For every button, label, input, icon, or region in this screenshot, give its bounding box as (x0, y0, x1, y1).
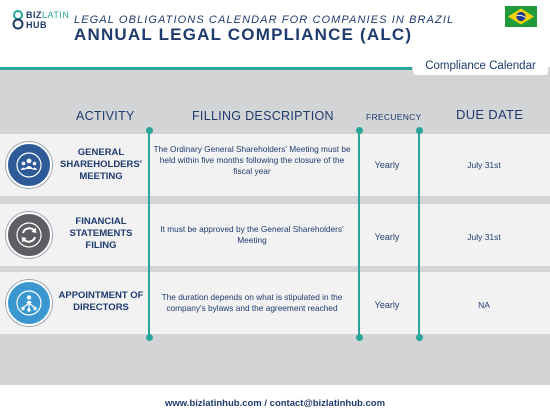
activity-label: FINANCIAL STATEMENTS FILING (69, 216, 133, 251)
footer-contact-link[interactable]: www.bizlatinhub.com / contact@bizlatinhub.com (164, 398, 386, 409)
tab-compliance-calendar: Compliance Calendar (413, 57, 548, 75)
column-header-activity: ACTIVITY (76, 109, 135, 123)
due-date-value: NA (478, 300, 490, 310)
description-text: The duration depends on what is stipulated in the company's bylaws and the agreement reached (161, 292, 343, 314)
divider-dot (356, 334, 363, 341)
shareholders-meeting-icon (6, 142, 52, 188)
page-title: ANNUAL LEGAL COMPLIANCE (ALC) (74, 25, 413, 44)
divider-dot (146, 127, 153, 134)
column-header-description: FILLING DESCRIPTION (192, 109, 334, 123)
directors-network-icon (6, 280, 52, 326)
divider-dot (146, 334, 153, 341)
column-header-frequency: FRECUENCY (366, 112, 422, 122)
table-row (0, 272, 550, 334)
biz-latin-hub-logo (12, 8, 70, 38)
column-divider (148, 131, 150, 337)
brazil-flag-icon (505, 6, 537, 27)
column-header-due-date: DUE DATE (456, 107, 524, 122)
panel-accent-line (0, 67, 412, 70)
logo-mark-icon (12, 8, 26, 32)
frequency-value: Yearly (374, 300, 400, 310)
refresh-cycle-icon (6, 212, 52, 258)
column-divider (358, 131, 360, 337)
divider-dot (416, 334, 423, 341)
divider-dot (356, 127, 363, 134)
logo-wordmark-top: BIZLATIN (26, 10, 70, 20)
frequency-value: Yearly (374, 160, 400, 170)
activity-label: GENERAL SHAREHOLDERS' MEETING (60, 147, 142, 182)
description-text: It must be approved by the General Shareholders' Meeting (160, 224, 344, 246)
description-text: The Ordinary General Shareholders' Meeting must be held within five months following the closure of the fiscal year (153, 144, 351, 177)
due-date-value: July 31st (467, 232, 501, 242)
frequency-value: Yearly (374, 232, 400, 242)
table-row (0, 134, 550, 196)
divider-dot (416, 127, 423, 134)
page-subtitle: LEGAL OBLIGATIONS CALENDAR FOR COMPANIES IN BRAZIL (74, 14, 455, 26)
column-divider (418, 131, 420, 337)
activity-label: APPOINTMENT OF DIRECTORS (58, 290, 144, 313)
logo-wordmark-bottom: HUB (26, 20, 47, 30)
due-date-value: July 31st (467, 160, 501, 170)
table-row (0, 204, 550, 266)
